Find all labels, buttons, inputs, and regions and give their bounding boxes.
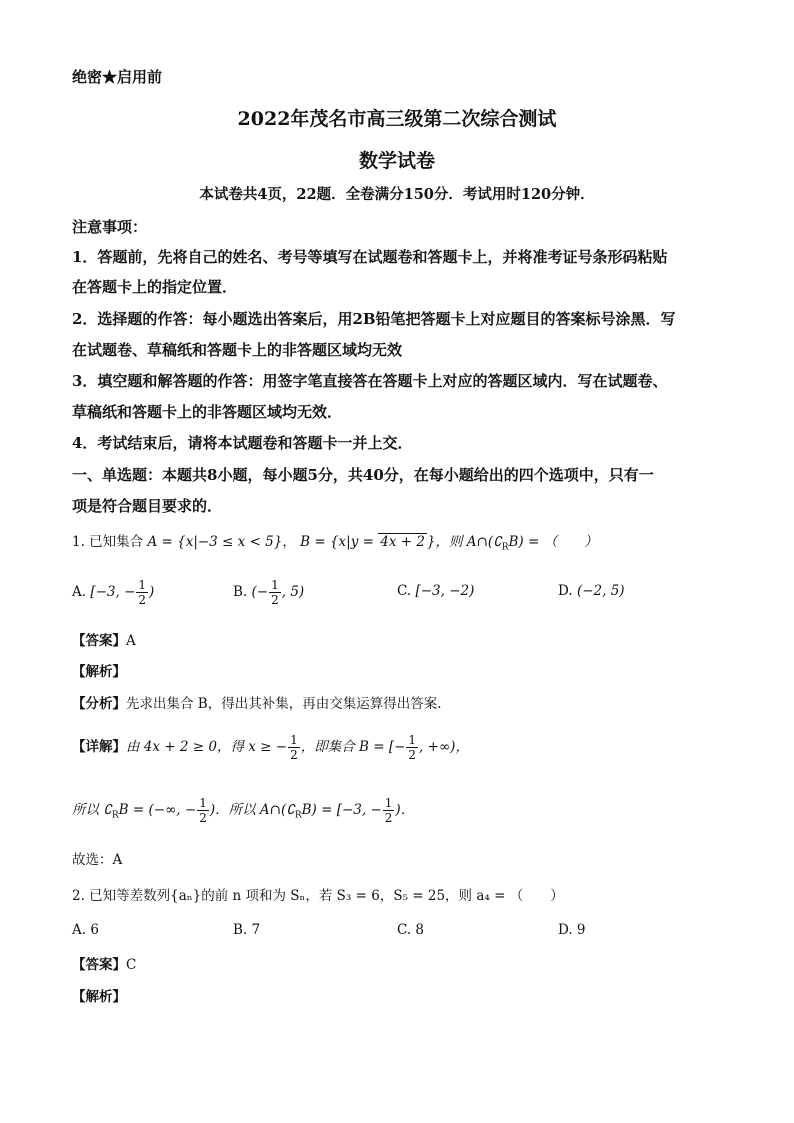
secret-label: 绝密★启用前 [72, 68, 163, 86]
fraction: $\frac{1}{2}$ [290, 733, 298, 762]
notice-line: 在试题卷、草稿纸和答题卡上的非答题区域均无效 [72, 341, 403, 359]
q2-answer: 【答案】C [72, 957, 137, 973]
q1-option-d: D. (−2, 5) [558, 583, 625, 599]
notice-line: 1．答题前，先将自己的姓名、考号等填写在试题卷和答题卡上，并将准考证号条形码粘贴 [72, 248, 668, 266]
q1-detail: 【详解】由 4x + 2 ≥ 0，得 x ≥ − $\frac{1}{2}$ ，即集合 B = [− $\frac{1}{2}$ , +∞)， [72, 733, 469, 762]
notice-line: 2．选择题的作答：每小题选出答案后，用2B铅笔把答题卡上对应题目的答案标号涂黑．写 [72, 310, 676, 328]
sqrt-expression: 4x + 2 [380, 534, 425, 550]
q1-option-c: C. [−3, −2) [397, 583, 475, 599]
fraction: $\frac{1}{2}$ [138, 578, 147, 607]
q1-option-b: B. (− $\frac{1}{2}$ , 5) [233, 578, 305, 607]
exam-title: 2022年茂名市高三级第二次综合测试 [237, 108, 557, 130]
notice-line: 3．填空题和解答题的作答：用签字笔直接答在答题卡上对应的答题区域内．写在试题卷、 [72, 372, 668, 390]
section-heading-line: 一、单选题：本题共8小题，每小题5分，共40分，在每小题给出的四个选项中，只有一 [72, 466, 654, 484]
q1-option-a: A. [−3, − $\frac{1}{2}$ ) [72, 578, 155, 607]
q1-answer: 【答案】A [72, 633, 136, 649]
fraction: $\frac{1}{2}$ [408, 733, 417, 762]
section-heading-line: 项是符合题目要求的． [72, 497, 223, 515]
q2-option-b: B. 7 [233, 922, 261, 938]
q1-conclusion: 所以 $∁_RB$ = (−∞, − $\frac{1}{2}$ )．所以 $A\cap(∁_RB) = [-3$, − $\frac{1}{2}$ )． [72, 796, 415, 825]
exam-info: 本试卷共4页，22题．全卷满分150分．考试用时120分钟． [199, 186, 595, 203]
notice-heading: 注意事项： [72, 218, 148, 236]
q2-option-a: A. 6 [72, 922, 99, 938]
fraction: $\frac{1}{2}$ [199, 796, 207, 825]
question-1: 1. 已知集合 A = {x|−3 ≤ x < 5}， B = {x|y = 4x + 2 }，则 $A\cap(∁_RB)$ = （ ） [72, 534, 598, 553]
q1-choose: 故选：A [72, 852, 123, 868]
question-2: 2. 已知等差数列{aₙ}的前 n 项和为 Sₙ，若 S₃ = 6，S₅ = 25，则 a₄ = （ ） [72, 888, 564, 904]
fraction: $\frac{1}{2}$ [384, 796, 393, 825]
fraction: $\frac{1}{2}$ [271, 578, 279, 607]
q1-analysis-tag: 【解析】 [72, 664, 126, 680]
q2-analysis-tag: 【解析】 [72, 989, 126, 1005]
notice-line: 4．考试结束后，请将本试题卷和答题卡一并上交． [72, 434, 413, 452]
notice-line: 草稿纸和答题卡上的非答题区域均无效． [72, 403, 343, 421]
exam-subtitle: 数学试卷 [358, 150, 435, 172]
q2-option-d: D. 9 [558, 922, 586, 938]
notice-line: 在答题卡上的指定位置． [72, 278, 238, 296]
q2-option-c: C. 8 [397, 922, 425, 938]
q1-fenxi: 【分析】先求出集合 B，得出其补集，再由交集运算得出答案. [72, 696, 442, 712]
